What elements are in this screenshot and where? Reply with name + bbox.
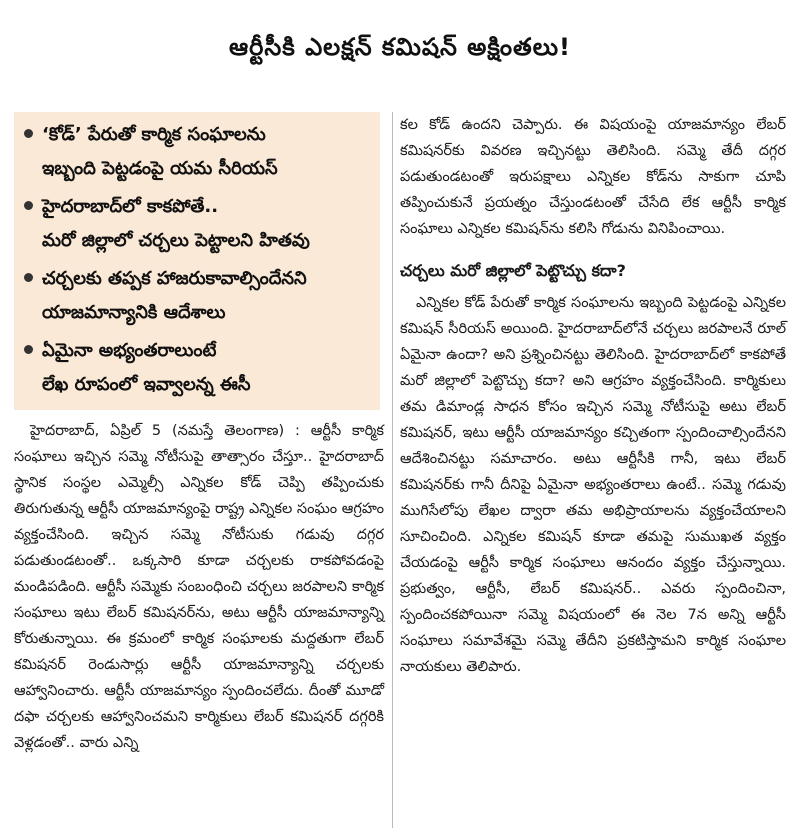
highlight-item (24, 262, 372, 330)
highlight-item (24, 118, 372, 186)
highlights-list (24, 118, 372, 402)
highlight-line: చర్చలకు తప్పక హాజరుకావాల్సిందేనని (42, 268, 307, 289)
highlight-line: యాజమాన్యానికి ఆదేశాలు (42, 302, 226, 323)
highlight-line: ‘కోడ్’ పేరుతో కార్మిక సంఘాలను (42, 124, 266, 145)
article-body-paragraph: హైదరాబాద్, ఏప్రిల్ 5 (నమస్తే తెలంగాణ) : ఆర్టీసీ కార్మిక సంఘాలు ఇచ్చిన సమ్మె నోటీసుపై తాత్సారం చేస్తూ.. హైదరాబాద్ స్థానిక సంస్థల ఎమ్మెల్సీ ఎన్నికల కోడ్ చెప్పి తప్పించుకు తిరుగుతున్న ఆర్టీసీ యాజమాన్యంపై రాష్ట్ర ఎన్నికల సంఘం ఆగ్రహం వ్యక్తంచేసింది. ఇచ్చిన సమ్మె నోటీసుకు గడువు దగ్గర పడుతుండటంతో.. ఒక్కసారి కూడా చర్చలకు రాకపోవడంపై మండిపడింది. ఆర్టీసీ సమ్మెకు సంబంధించి చర్చలు జరపాలని కార్మిక సంఘాలు ఇటు లేబర్ కమిషనర్‌ను, అటు ఆర్టీసీ యాజమాన్యాన్ని కోరుతున్నాయి. ఈ క్రమంలో కార్మిక సంఘాలకు మద్దతుగా లేబర్ కమిషనర్ రెండుసార్లు ఆర్టీసీ యాజమాన్యాన్ని చర్చలకు ఆహ్వానించారు. ఆర్టీసీ యాజమాన్యం స్పందించలేదు. దీంతో మూడో దఫా చర్చలకు ఆహ్వానించమని కార్మికులు లేబర్ కమిషనర్ దగ్గరికి వెళ్లడంతో.. వారు ఎన్ని (14, 423, 384, 751)
highlight-line: లేఖ రూపంలో ఇవ్వాలన్న ఈసీ (42, 374, 251, 395)
headline: ఆర్టీసీకి ఎలక్షన్ కమిషన్ అక్షింతలు! (229, 33, 571, 61)
article-body-paragraph: కల కోడ్ ఉందని చెప్పారు. ఈ విషయంపై యాజమాన్యం లేబర్ కమిషనర్‌కు వివరణ ఇచ్చినట్టు తెలిసింది. సమ్మె తేదీ దగ్గర పడుతుండటంతో ఇరుపక్షాలు ఎన్నికల కోడ్‌ను సాకుగా చూపి తప్పించుకునే ప్రయత్నం చేస్తుండటంతో చేసేది లేక ఆర్టీసీ కార్మిక సంఘాలు ఎన్నికల కమిషన్‌ను కలిసి గోడును వినిపించాయి. (400, 117, 786, 237)
article-body-paragraph: ఎన్నికల కోడ్ పేరుతో కార్మిక సంఘాలను ఇబ్బంది పెట్టడంపై ఎన్నికల కమిషన్ సీరియస్ అయింది. హైదరాబాద్‌లోనే చర్చలు జరపాలనే రూల్ ఏమైనా ఉందా? అని ప్రశ్నించినట్టు తెలిసింది. హైదరాబాద్‌లో కాకపోతే మరో జిల్లాలో పెట్టొచ్చు కదా? అని ఆగ్రహం వ్యక్తంచేసింది. కార్మికులు తమ డిమాండ్ల సాధన కోసం ఇచ్చిన సమ్మె నోటీసుపై అటు లేబర్ కమిషనర్, ఇటు ఆర్టీసీ యాజమాన్యం కచ్చితంగా స్పందించాల్సిందేనని ఆదేశించినట్టు సమాచారం. అటు ఆర్టీసీకి గానీ, ఇటు లేబర్ కమిషనర్‌కు గానీ దీనిపై ఏమైనా అభ్యంతరాలు ఉంటే.. సమ్మె గడువు ముగిసేలోపు లేఖల ద్వారా తమ అభిప్రాయాలను వ్యక్తంచేయాలని సూచించింది. ఎన్నికల కమిషన్ కూడా తమపై సుముఖత వ్యక్తం చేయడంపై ఆర్టీసీ కార్మిక సంఘాలు ఆనందం వ్యక్తం చేస్తున్నాయి. ప్రభుత్వం, ఆర్టీసీ, లేబర్ కమిషనర్.. ఎవరు స్పందించినా, స్పందించకపోయినా సమ్మె విషయంలో ఈ నెల 7న అన్ని ఆర్టీసీ సంఘాలు సమావేశమై సమ్మె తేదీని ప్రకటిస్తామని కార్మిక సంఘాల నాయకులు తెలిపారు. (400, 295, 786, 675)
highlight-line: ఏమైనా అభ్యంతరాలుంటే (42, 340, 217, 361)
highlights-box (14, 112, 380, 410)
column-divider (392, 112, 393, 828)
highlight-item (24, 334, 372, 402)
highlight-item (24, 190, 372, 258)
article-subhead: చర్చలు మరో జిల్లాలో పెట్టొచ్చు కదా? (400, 261, 626, 280)
highlight-line: మరో జిల్లాలో చర్చలు పెట్టాలని హితవు (42, 230, 310, 251)
highlight-line: హైదరాబాద్‌లో కాకపోతే.. (42, 196, 219, 217)
article-left-column (14, 418, 384, 756)
highlight-line: ఇబ్బంది పెట్టడంపై యమ సీరియస్ (42, 158, 278, 179)
article-right-column (400, 112, 786, 680)
